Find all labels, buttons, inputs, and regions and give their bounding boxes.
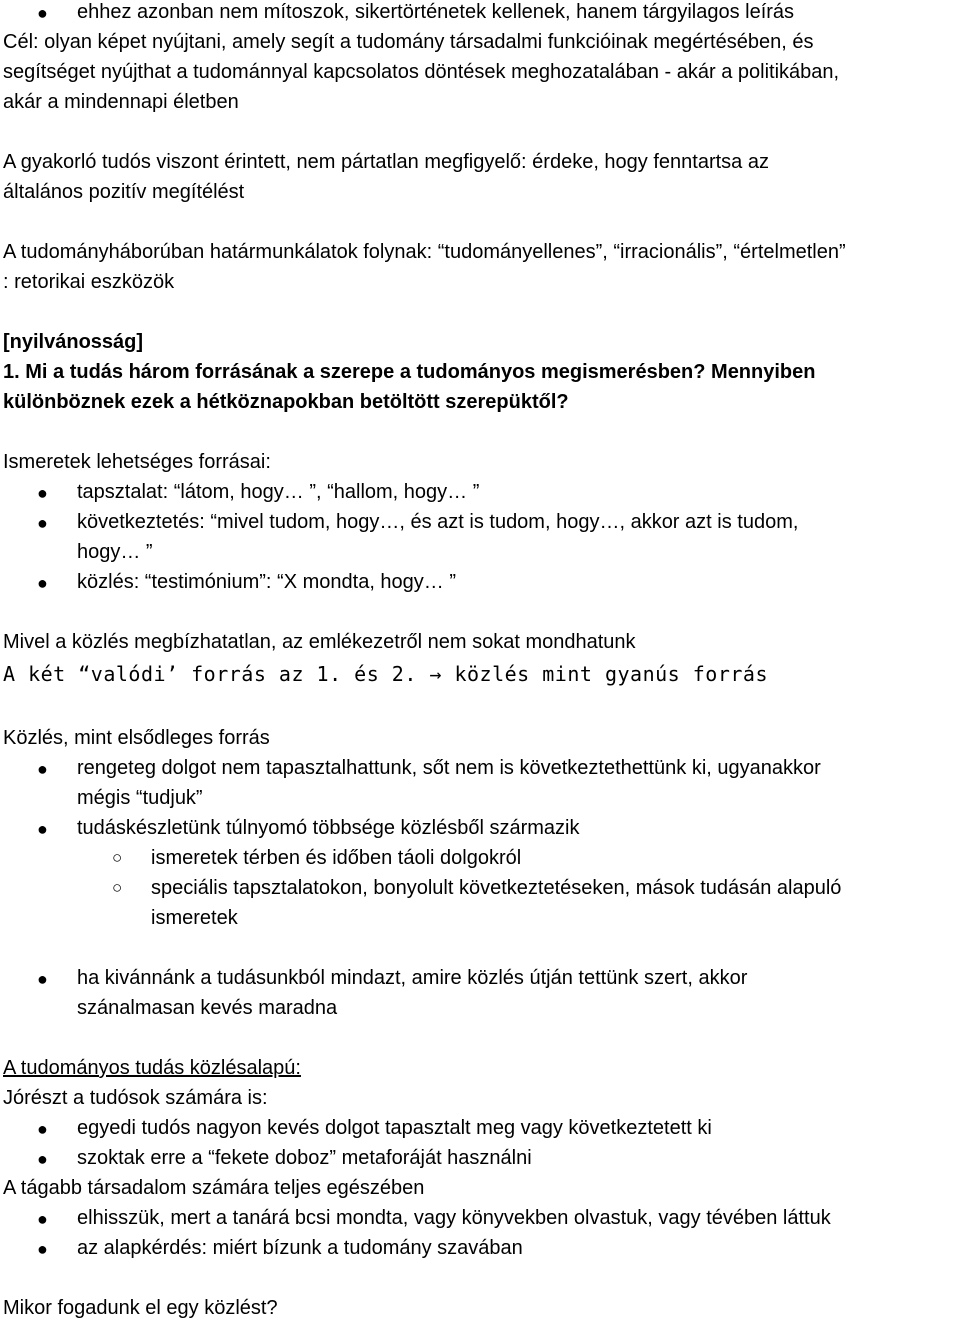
list-item: tapsztalat: “látom, hogy… ”, “hallom, hogy… ”	[77, 481, 480, 503]
question-heading: 1. Mi a tudás három forrásának a szerepe a tudományos megismerésben? Mennyiben	[3, 361, 816, 383]
bullet-icon: ●	[37, 1209, 48, 1229]
text-line: segítséget nyújthat a tudománnyal kapcsolatos döntések meghozatalában - akár a politikában,	[3, 61, 840, 83]
bullet-icon: ●	[37, 819, 48, 839]
bullet-icon: ●	[37, 1239, 48, 1259]
bullet-icon: ●	[37, 3, 48, 23]
list-item: elhisszük, mert a tanárá bcsi mondta, vagy könyvekben olvastuk, vagy tévében láttuk	[77, 1207, 831, 1229]
text-line: általános pozitív megítélést	[3, 181, 245, 203]
bullet-icon: ●	[37, 759, 48, 779]
list-item: szoktak erre a “fekete doboz” metaforáját használni	[77, 1147, 532, 1169]
list-item: ha kivánnánk a tudásunkból mindazt, amire közlés útján tettünk szert, akkor	[77, 967, 748, 989]
list-item: közlés: “testimónium”: “X mondta, hogy… ”	[77, 571, 457, 593]
bullet-icon: ●	[37, 1149, 48, 1169]
list-item: az alapkérdés: miért bízunk a tudomány szavában	[77, 1237, 523, 1259]
text-line: A tágabb társadalom számára teljes egészében	[3, 1177, 425, 1199]
text-line: Közlés, mint elsődleges forrás	[3, 727, 270, 749]
text-line: A gyakorló tudós viszont érintett, nem pártatlan megfigyelő: érdeke, hogy fenntartsa az	[3, 151, 769, 173]
text-line: Mikor fogadunk el egy közlést?	[3, 1297, 278, 1319]
list-item: egyedi tudós nagyon kevés dolgot tapasztalt meg vagy következtetett ki	[77, 1117, 712, 1139]
text-line: : retorikai eszközök	[3, 271, 175, 293]
handwritten-note: A két “valódi’ forrás az 1. és 2. → közlés mint gyanús forrás	[3, 662, 769, 686]
list-item: mégis “tudjuk”	[77, 787, 203, 809]
sub-list-item: speciális tapsztalatokon, bonyolult következtetéseken, mások tudásán alapuló	[151, 877, 842, 899]
underlined-heading: A tudományos tudás közlésalapú:	[3, 1057, 301, 1079]
sub-bullet-icon: ○	[112, 878, 123, 897]
text-line: Mivel a közlés megbízhatatlan, az emlékezetről nem sokat mondhatunk	[3, 631, 636, 653]
text-line: Ismeretek lehetséges forrásai:	[3, 451, 271, 473]
list-item: tudáskészletünk túlnyomó többsége közlésből származik	[77, 817, 580, 839]
list-item: hogy… ”	[77, 541, 153, 563]
sub-list-item: ismeretek térben és időben táoli dolgokról	[151, 847, 522, 869]
bullet-icon: ●	[37, 483, 48, 503]
text-line: A tudományháborúban határmunkálatok folynak: “tudományellenes”, “irracionális”, “értelmetlen”	[3, 241, 846, 263]
list-item: szánalmasan kevés maradna	[77, 997, 338, 1019]
list-item: rengeteg dolgot nem tapasztalhattunk, sőt nem is következtethettünk ki, ugyanakkor	[77, 757, 821, 779]
bullet-icon: ●	[37, 1119, 48, 1139]
text-line: Jórészt a tudósok számára is:	[3, 1087, 268, 1109]
sub-bullet-icon: ○	[112, 848, 123, 867]
bullet-icon: ●	[37, 573, 48, 593]
bullet-icon: ●	[37, 513, 48, 533]
bullet-icon: ●	[37, 969, 48, 989]
text-line: ehhez azonban nem mítoszok, sikertörténetek kellenek, hanem tárgyilagos leírás	[77, 1, 795, 23]
text-line: akár a mindennapi életben	[3, 91, 239, 113]
section-tag: [nyilvánosság]	[3, 331, 144, 353]
question-heading: különböznek ezek a hétköznapokban betöltött szerepüktől?	[3, 391, 569, 413]
text-line: Cél: olyan képet nyújtani, amely segít a tudomány társadalmi funkcióinak megértésében, és	[3, 31, 814, 53]
list-item: következtetés: “mivel tudom, hogy…, és azt is tudom, hogy…, akkor azt is tudom,	[77, 511, 799, 533]
sub-list-item: ismeretek	[151, 907, 238, 929]
